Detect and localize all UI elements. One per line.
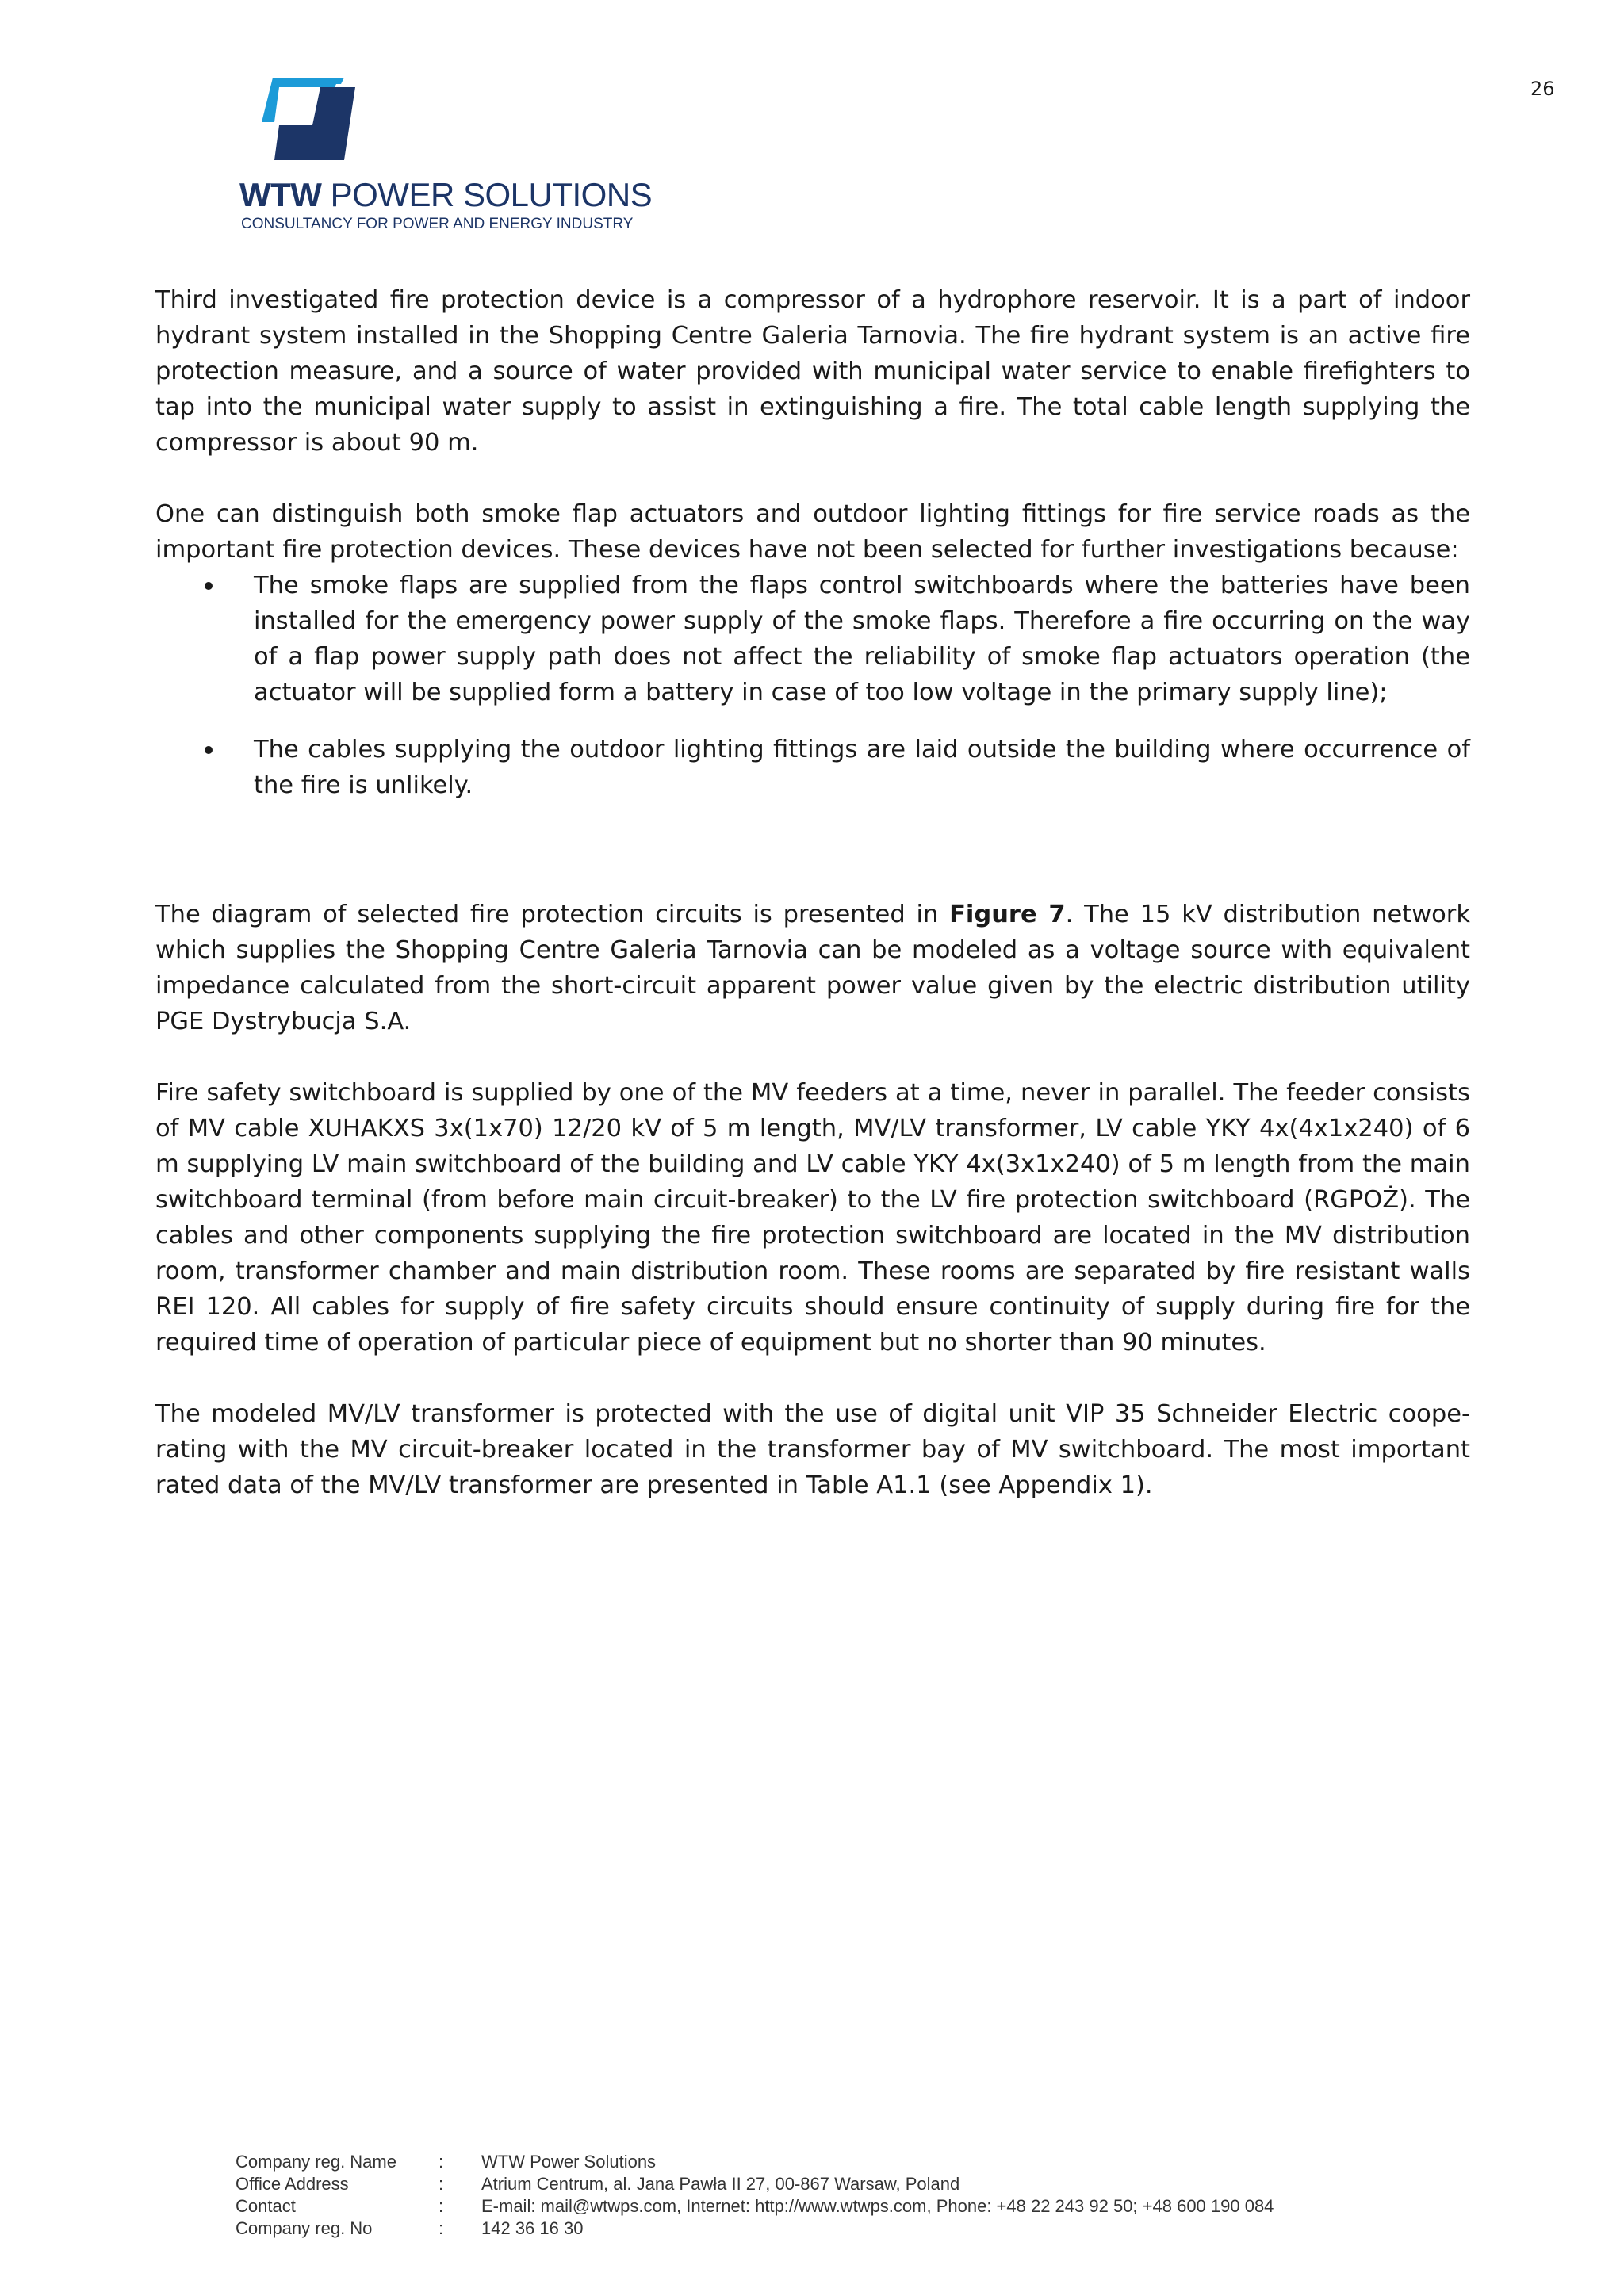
bullet-list — [155, 568, 1470, 803]
logo-mark-icon — [255, 76, 358, 162]
bullet-text: The smoke flaps are supplied from the flaps control switchboards where the batteries have been installed for the emergency power supply of the smoke flaps. Therefore a fire occurring on the way of a flap power supply path does not affect the reliability of smoke flap actuators operation (the actuator will be supplied form a battery in case of too low voltage in the primary supply line); — [254, 572, 1470, 706]
footer-separator: : — [439, 2152, 444, 2172]
company-logo — [238, 76, 682, 235]
footer-row — [236, 2195, 1274, 2218]
logo-dark-block — [274, 87, 355, 160]
footer-row — [236, 2218, 1274, 2240]
company-name-bold: WTW — [239, 176, 322, 213]
footer-separator: : — [439, 2218, 444, 2238]
footer-label: Company reg. No — [236, 2218, 373, 2238]
paragraph-diagram: The diagram of selected fire protection circuits is presented in Figure 7. The 15 kV distribution network which supplies the Shopping Centre Galeria Tarnovia can be modeled as a voltage source with equivalent impedance calculated from the short-circuit apparent power value given by the electric distribution utility PGE Dystrybucja S.A. — [155, 901, 1471, 1035]
footer-row — [236, 2151, 1274, 2173]
list-item — [155, 732, 1470, 803]
paragraph-other-devices: One can distinguish both smoke flap actuators and outdoor lighting fittings for fire service roads as the important fire protection devices. These devices have not been selected for further investigations because: — [155, 500, 1470, 564]
company-tagline: CONSULTANCY FOR POWER AND ENERGY INDUSTRY — [241, 216, 634, 232]
footer-separator: : — [439, 2196, 444, 2216]
bullet-icon — [205, 746, 213, 754]
footer-label: Company reg. Name — [236, 2152, 396, 2172]
footer-value: 142 36 16 30 — [481, 2218, 584, 2238]
footer-value: Atrium Centrum, al. Jana Pawła II 27, 00-867 Warsaw, Poland — [481, 2174, 960, 2194]
paragraph-transformer: The modeled MV/LV transformer is protected with the use of digital unit VIP 35 Schneider Electric cooperating with the MV circuit-breaker located in the transformer bay of MV switchboard. The most important rated data of the MV/LV transformer are presented in Table A1.1 (see Appendix 1). — [155, 1400, 1470, 1499]
company-name — [239, 176, 652, 214]
footer-label: Office Address — [236, 2174, 349, 2194]
bullet-icon — [205, 582, 213, 590]
page-footer — [236, 2151, 1274, 2240]
page-number: 26 — [1530, 78, 1555, 100]
figure-reference: Figure 7 — [949, 901, 1066, 928]
footer-row — [236, 2173, 1274, 2195]
company-name-rest: POWER SOLUTIONS — [321, 176, 653, 213]
list-item — [155, 568, 1470, 710]
bullet-text: The cables supplying the outdoor lighting fittings are laid outside the building where occurrence of the fire is unlikely. — [254, 736, 1470, 799]
paragraph-switchboard: Fire safety switchboard is supplied by one of the MV feeders at a time, never in parallel. The feeder consists of MV cable XUHAKXS 3x(1x70) 12/20 kV of 5 m length, MV/LV transformer, LV cable YKY 4x(4x1x240) of 6 m supplying LV main switchboard of the building and LV cable YKY 4x(3x1x240) of 5 m length from the main switchboard terminal (from before main circuit-breaker) to the LV fire protection switchboard (RGPOŻ). The cables and other components supplying the fire protection switchboard are located in the MV distribution room, transformer chamber and main distribution room. These rooms are separated by fire resistant walls REI 120. All cables for supply of fire safety circuits should ensure continuity of supply during fire for the required time of operation of particular piece of equipment but no shorter than 90 minutes. — [155, 1079, 1470, 1357]
paragraph-compressor: Third investigated fire protection device is a compressor of a hydrophore reservoir. It is a part of indoor hydrant system installed in the Shopping Centre Galeria Tarnovia. The fire hydrant system is an active fire protection measure, and a source of water provided with municipal water service to enable firefighters to tap into the municipal water supply to assist in extinguishing a fire. The total cable length supplying the compressor is about 90 m. — [155, 286, 1470, 457]
body-text — [155, 282, 1470, 1503]
footer-separator: : — [439, 2174, 444, 2194]
footer-value: E-mail: mail@wtwps.com, Internet: http://www.wtwps.com, Phone: +48 22 243 92 50; +48 600 190 084 — [481, 2196, 1274, 2216]
footer-label: Contact — [236, 2196, 296, 2216]
footer-value: WTW Power Solutions — [481, 2152, 657, 2172]
